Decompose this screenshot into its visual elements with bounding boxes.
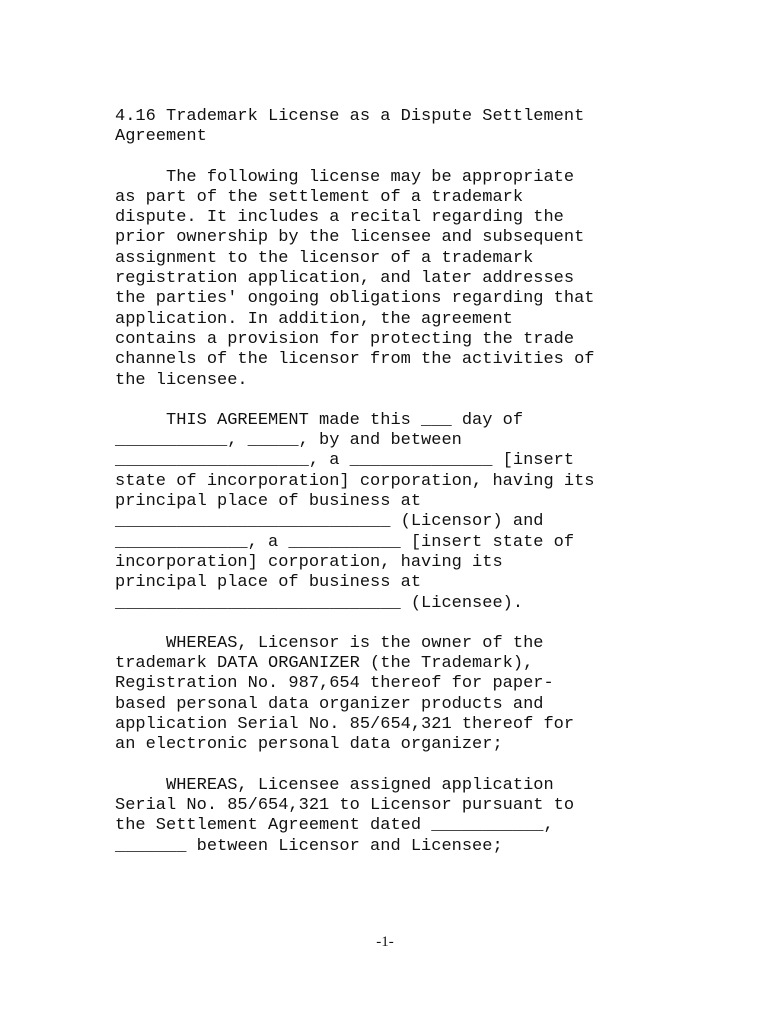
intro-paragraph: The following license may be appropriate as part of the settlement of a trademark dispute. It includes a recital regarding the prior ownership by the licensee and subsequent assignment to the licensor of a trademark registration application, and later addresses the parties' ongoing obligations regarding that application. In addition, the agreement contains a provision for protecting the trade channels of the licensor from the activities of the licensee. — [115, 167, 595, 390]
whereas-owner-paragraph: WHEREAS, Licensor is the owner of the trademark DATA ORGANIZER (the Trademark), Registration No. 987,654 thereof for paper- based personal data organizer products and application Serial No. 85/654,321 thereof for an electronic personal data organizer; — [115, 633, 575, 755]
whereas-assignment-paragraph: WHEREAS, Licensee assigned application Serial No. 85/654,321 to Licensor pursuant to the Settlement Agreement dated ___________, _______ between Licensor and Licensee; — [115, 775, 575, 856]
document-body — [115, 107, 660, 877]
document-title: 4.16 Trademark License as a Dispute Settlement Agreement — [115, 107, 585, 147]
page-number: -1- — [376, 934, 394, 950]
agreement-paragraph: THIS AGREEMENT made this ___ day of ___________, _____, by and between ___________________, a ______________ [insert state of incorporation] corporation, having its principal place of business at ___________________________ (Licensor) and _____________, a ___________ [insert state of incorporation] corporation, having its principal place of business at ____________________________ (Licensee). — [115, 410, 595, 613]
